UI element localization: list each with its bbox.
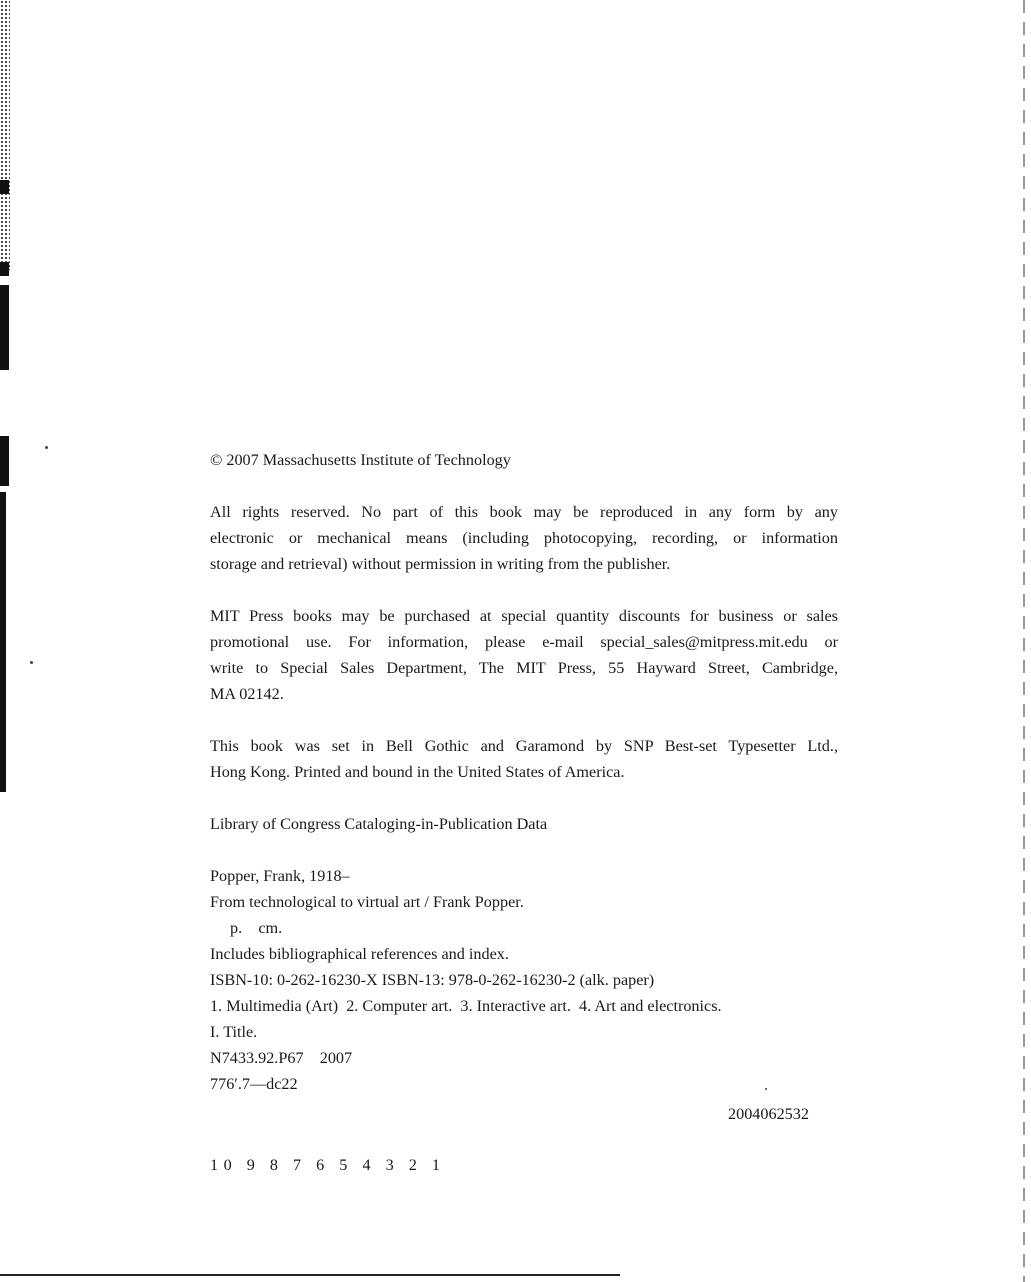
scan-mark [0, 436, 9, 486]
cip-title-entry: I. Title. [210, 1023, 258, 1041]
cip-heading-text: Library of Congress Cataloging-in-Publication Data [210, 815, 548, 833]
typesetting-line: This book was set in Bell Gothic and Garamond by SNP Best-set Typesetter Ltd., [210, 737, 838, 755]
cip-dewey: 776′.7—dc22 [210, 1075, 298, 1093]
typesetting-line: Hong Kong. Printed and bound in the United States of America. [210, 763, 625, 781]
lccn-number: 2004062532 [728, 1105, 809, 1123]
scan-edge-right [1023, 0, 1025, 1282]
scan-edge-left [0, 0, 12, 800]
rights-line: All rights reserved. No part of this book may be reproduced in any form by any [210, 503, 838, 521]
rights-line: electronic or mechanical means (including photocopying, recording, or information [210, 529, 838, 547]
copyright-line: © 2007 Massachusetts Institute of Technology [210, 451, 511, 469]
scan-dot-pattern [0, 0, 10, 270]
copyright-text-block [210, 447, 838, 1097]
scan-mark [0, 180, 9, 194]
sales-line: promotional use. For information, please e-mail special_sales@mitpress.mit.edu or [210, 633, 838, 651]
scan-mark [0, 285, 9, 370]
cip-isbn: ISBN-10: 0-262-16230-X ISBN-13: 978-0-262-16230-2 (alk. paper) [210, 971, 655, 989]
cip-subjects: 1. Multimedia (Art) 2. Computer art. 3. Interactive art. 4. Art and electronics. [210, 997, 722, 1015]
sales-line: write to Special Sales Department, The MIT Press, 55 Hayward Street, Cambridge, [210, 659, 838, 677]
typesetting-paragraph [210, 733, 838, 785]
cip-author: Popper, Frank, 1918– [210, 867, 350, 885]
cip-heading [210, 811, 838, 837]
cip-notes: Includes bibliographical references and index. [210, 945, 509, 963]
rights-paragraph [210, 499, 838, 577]
scan-edge-bottom [0, 1274, 620, 1276]
copyright-notice [210, 447, 838, 473]
sales-line: MIT Press books may be purchased at special quantity discounts for business or sales [210, 607, 838, 625]
scan-mark [0, 262, 9, 276]
scan-speck [30, 661, 33, 664]
cip-lc-class: N7433.92.P67 2007 [210, 1049, 353, 1067]
printing-line: 10 9 8 7 6 5 4 3 2 1 [210, 1156, 446, 1174]
scan-mark [0, 492, 6, 792]
cip-title: From technological to virtual art / Frank Popper. [210, 893, 524, 911]
sales-line: MA 02142. [210, 685, 284, 703]
scan-speck [45, 446, 48, 449]
cip-physical: p. cm. [230, 919, 283, 937]
cip-record [210, 863, 838, 1097]
rights-line: storage and retrieval) without permission in writing from the publisher. [210, 555, 671, 573]
sales-paragraph [210, 603, 838, 707]
